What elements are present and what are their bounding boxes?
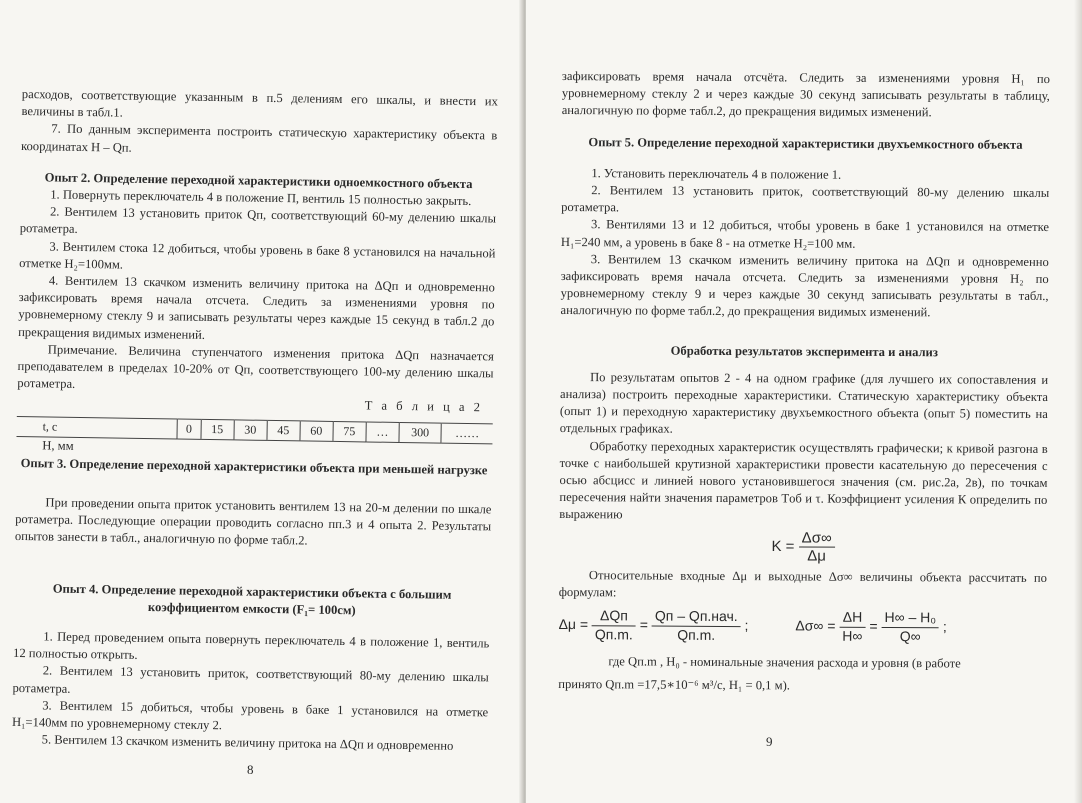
semicolon: ;	[942, 618, 947, 635]
formula-lhs: Δμ =	[558, 615, 589, 633]
table-cell: ……	[441, 423, 493, 444]
exp3-text: При проведении опыта приток установить вентилем 13 на 20-м делении по шкале ротаметра. Последующие операции проводить согласно пп.3 и 4 опыта 2. Результаты опытов занести в табл., аналогичную по форме табл.2.	[14, 495, 492, 549]
denominator: Qп.m.	[594, 625, 633, 643]
formula-lhs: K =	[771, 537, 795, 555]
formula-mu	[558, 607, 753, 643]
numerator: H∞ – H₀	[881, 609, 939, 628]
table-cell: 75	[333, 421, 366, 442]
exp4-step: 3. Вентилем 15 добиться, чтобы уровень в баке 1 установился на отметке H₁=140мм по уровнемерному стеклу 2.	[11, 698, 489, 733]
table-cell: 15	[201, 419, 234, 440]
equals-sign: =	[639, 616, 649, 633]
table-cell: 45	[267, 420, 300, 441]
page-edge	[1074, 0, 1082, 803]
exp2-step: 3. Вентилем стока 12 добиться, чтобы уровень в баке 8 установился на начальной отметке H₂=100мм.	[19, 239, 496, 272]
numerator: Qп – Qп.нач.	[652, 608, 741, 627]
equals-sign: =	[869, 617, 878, 634]
exp2-step: 2. Вентилем 13 установить приток Qп, соответствующий 60-му делению шкалы ротаметра.	[19, 204, 497, 237]
table-cell: 300	[399, 422, 442, 443]
fraction	[839, 609, 865, 645]
paragraph: зафиксировать время начала отсчёта. Следить за изменениями уровня H₁ по уровнемерному стеклу 2 и через каждые 30 секунд записывать результаты в таблицу, аналогичную по форме табл.2, до прекращения видимых изменений.	[561, 68, 1050, 120]
exp2-note: Примечание. Величина ступенчатого изменения притока ΔQп назначается преподавателем в пределах 10-20% от Qп, соответствующего 100-му делению шкалы ротаметра.	[17, 342, 494, 392]
table-cell: 30	[234, 420, 267, 441]
exp4-step: 5. Вентилем 13 скачком изменить величину притока на ΔQп и одновременно	[41, 732, 454, 754]
exp2-step: 1. Повернуть переключатель 4 в положение П, вентиль 15 полностью закрыть.	[50, 187, 472, 209]
table-row-h-label: H, мм	[42, 438, 74, 453]
fraction	[652, 608, 741, 644]
exp4-title: Опыт 4. Определение переходной характеристики объекта с большим коэффициентом емкости (F₁= 100см)	[52, 581, 452, 618]
page-number: 8	[247, 762, 254, 777]
denominator: Q∞	[899, 627, 921, 644]
table-caption: Т а б л и ц а 2	[364, 398, 484, 415]
denominator: H∞	[842, 627, 863, 644]
table-cell: …	[366, 422, 399, 443]
denominator: Δμ	[807, 547, 826, 565]
numerator: ΔQп	[592, 608, 636, 626]
formula-sigma	[795, 609, 947, 644]
semicolon: ;	[744, 617, 749, 634]
fraction	[881, 609, 939, 645]
accepted-text: принято Qп.m =17,5∗10⁻⁶ м³/с, H₁ = 0,1 м).	[558, 677, 790, 693]
formula-k	[559, 528, 1047, 566]
exp4-step: 1. Перед проведением опыта повернуть переключатель 4 в положение 1, вентиль 12 полностью открыть.	[12, 629, 490, 663]
formula-lhs: Δσ∞ =	[795, 617, 836, 634]
numerator: ΔH	[839, 609, 865, 627]
exp5-step: 3. Вентилями 13 и 12 добиться, чтобы уровень в баке 1 установился на отметке H₁=240 мм, а уровень в баке 8 - на отметке H₂=100 мм.	[560, 217, 1050, 251]
exp5-step: 1. Установить переключатель 4 в положение 1.	[591, 165, 842, 182]
paragraph: расходов, соответствующие указанным в п.5 делениям его шкалы, и внести их величины в табл.1.	[21, 86, 498, 120]
paragraph: Относительные входные Δμ и выходные Δσ∞ величины объекта рассчитать по формулам:	[558, 568, 1047, 600]
fraction	[592, 608, 636, 644]
table-cell: 60	[300, 421, 333, 442]
exp2-title: Опыт 2. Определение переходной характеристики одноемкостного объекта	[44, 170, 473, 191]
exp5-step: 2. Вентилем 13 установить приток, соответствующий 80-му делению шкалы ротаметра.	[561, 183, 1050, 215]
paragraph: По результатам опытов 2 - 4 на одном графике (для лучшего их сопоставления и анализа) построить переходные характеристики. Статическую характеристику объекта (опыт 1) и переходную характеристику двухъемкостного объекта (опыт 5) поместить на отдельных графиках.	[559, 370, 1049, 437]
exp4-step: 2. Вентилем 13 установить приток, соответствующий 80-му делению шкалы ротаметра.	[12, 663, 489, 696]
denominator: Qп.m.	[677, 626, 716, 643]
right-page	[526, 0, 1082, 803]
exp5-step: 3. Вентилем 13 скачком изменить величину притока на ΔQп и одновременно зафиксировать время начала отсчета. Следить за изменениями уровня H₂ по уровнемерному стеклу 9 и через каждые 30 секунд записывать результаты в табл., аналогичную по форме табл.2, до прекращения видимых изменений.	[560, 252, 1049, 320]
left-page	[0, 0, 522, 803]
left-page-content	[12, 86, 498, 756]
exp5-title: Опыт 5. Определение переходной характеристики двухъемкостного объекта	[588, 134, 1023, 152]
where-text: где Qп.m , H₀ - номинальные значения расхода и уровня (в работе	[608, 654, 961, 671]
right-page-content	[558, 68, 1050, 696]
formula-line	[558, 607, 1046, 645]
page-number: 9	[766, 734, 773, 749]
table-cell: t, с	[16, 416, 177, 439]
exp2-step: 4. Вентилем 13 скачком изменить величину притока на ΔQп и одновременно зафиксировать время начала отсчета. Следить за изменениями уровня по уровнемерному стеклу 9 и записывать результаты через каждые 15 секунд в табл.2 до прекращения видимых изменений.	[18, 273, 496, 342]
table-cell: 0	[177, 419, 201, 440]
paragraph: 7. По данным эксперимента построить статическую характеристику объекта в координатах H – Qп.	[20, 121, 498, 155]
numerator: Δσ∞	[799, 529, 835, 547]
processing-title: Обработка результатов эксперимента и анализ	[670, 343, 938, 359]
paragraph: Обработку переходных характеристик осуществлять графически; к кривой разгона в точке с наибольшей крутизной характеристики провести касательную до пересечения с осью абсцисс и линией нового установившегося значения (см. рис.2а, 2в), по точкам пересечения найти значения параметров Tоб и τ. Коэффициент усиления К определить по выражению	[559, 438, 1048, 522]
fraction	[799, 529, 835, 565]
exp3-title: Опыт 3. Определение переходной характеристики объекта при меньшей нагрузке	[20, 455, 488, 478]
